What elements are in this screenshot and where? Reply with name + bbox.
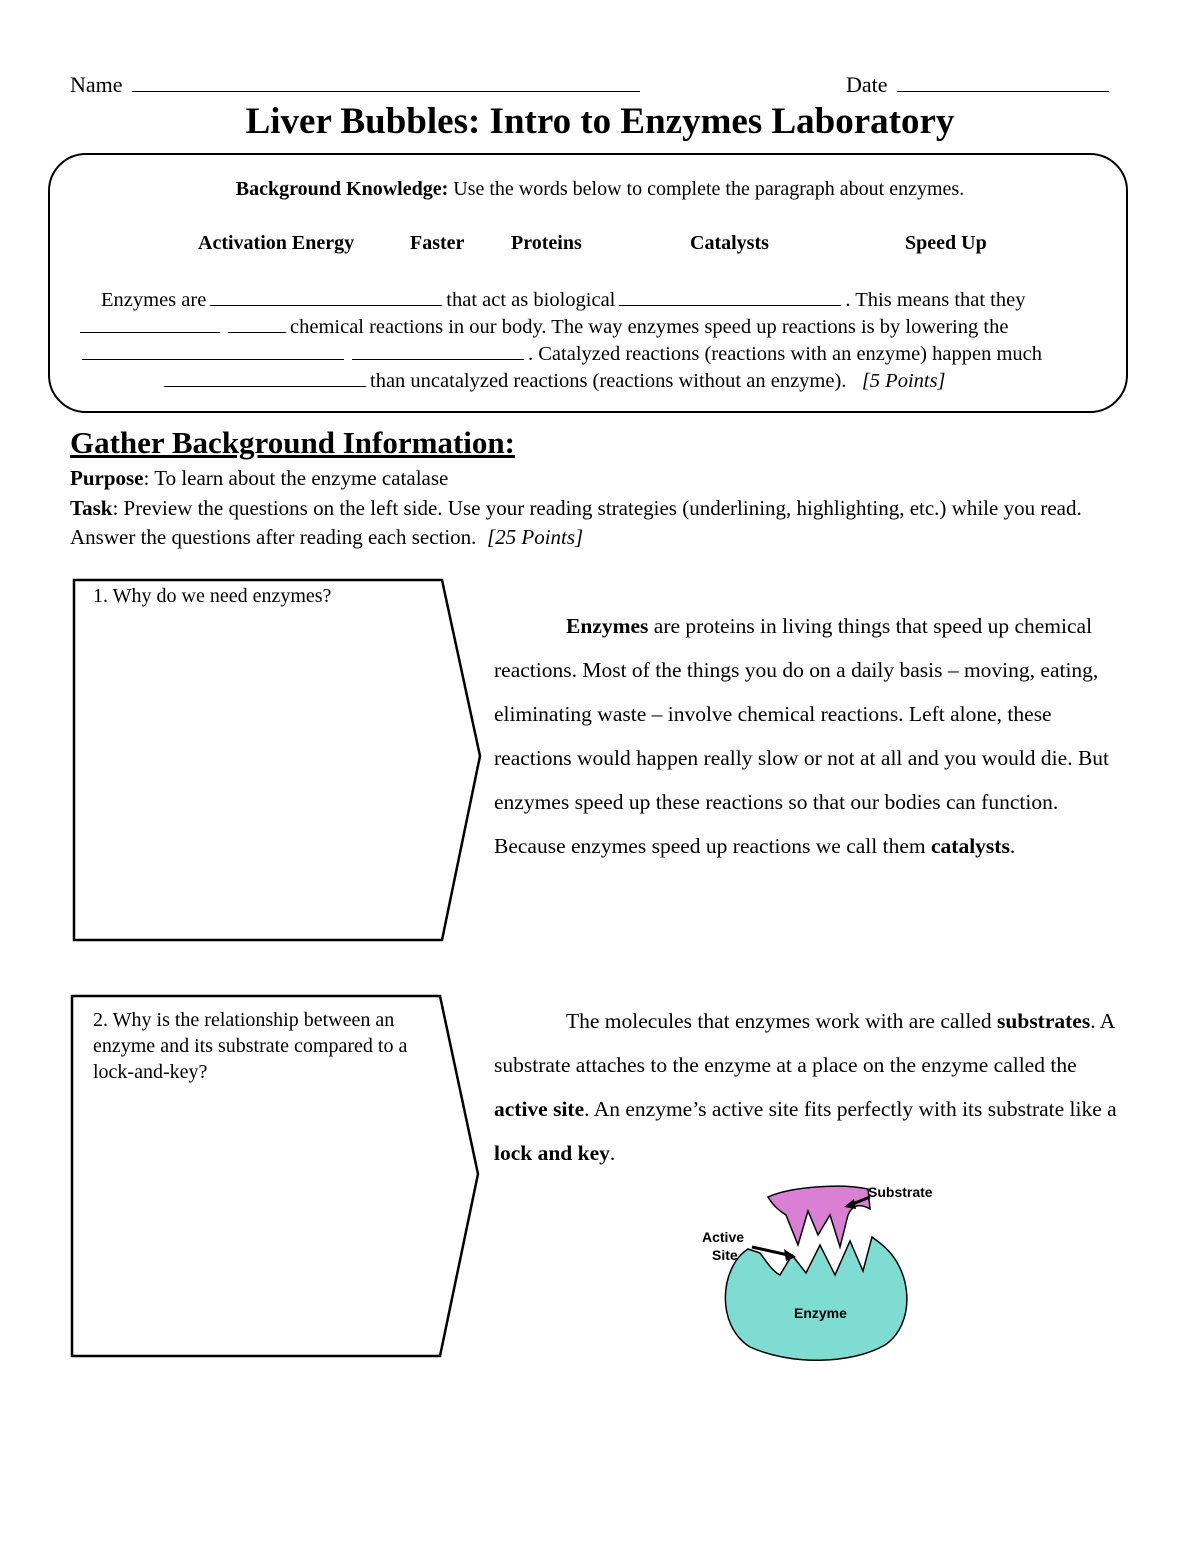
reading-1-end: . bbox=[1009, 834, 1016, 858]
name-label: Name bbox=[70, 72, 123, 97]
background-instruction bbox=[0, 178, 1200, 201]
paragraph-text: . This means that they bbox=[845, 289, 1026, 311]
points-label: [25 Points] bbox=[486, 525, 584, 549]
reading-2 bbox=[494, 999, 1134, 1175]
fill-blank[interactable] bbox=[228, 314, 286, 333]
reading-2-end: . bbox=[609, 1141, 616, 1165]
fill-blank[interactable] bbox=[210, 287, 442, 306]
reading-2-text: . A substrate attaches to the enzyme at a place on the enzyme called the bbox=[494, 1009, 1115, 1077]
paragraph-line-1 bbox=[101, 287, 1025, 312]
paragraph-line-2 bbox=[80, 314, 1008, 339]
reading-2-text: The molecules that enzymes work with are called bbox=[566, 1009, 998, 1033]
active-site-label: Site bbox=[712, 1247, 738, 1263]
page-title: Liver Bubbles: Intro to Enzymes Laboratory bbox=[245, 101, 955, 142]
term-enzymes: Enzymes bbox=[566, 614, 649, 638]
background-instruction-text: Use the words below to complete the paragraph about enzymes. bbox=[453, 178, 965, 200]
purpose-text: : To learn about the enzyme catalase bbox=[143, 466, 449, 490]
section-heading: Gather Background Information: bbox=[70, 425, 515, 460]
date-field[interactable] bbox=[846, 72, 1113, 98]
paragraph-text: . Catalyzed reactions (reactions with an enzyme) happen much bbox=[528, 343, 1043, 365]
task-label: Task bbox=[70, 496, 113, 520]
paragraph-line-4 bbox=[164, 368, 946, 393]
enzyme-shape bbox=[725, 1237, 907, 1360]
task-line bbox=[70, 494, 1130, 552]
paragraph-text: than uncatalyzed reactions (reactions without an enzyme). bbox=[370, 370, 847, 392]
term-substrates: substrates bbox=[997, 1009, 1091, 1033]
substrate-label: Substrate bbox=[868, 1184, 933, 1200]
fill-blank[interactable] bbox=[82, 341, 344, 360]
paragraph-text: Enzymes are bbox=[101, 289, 207, 311]
purpose-line bbox=[70, 466, 448, 491]
question-1-label: 1. Why do we need enzymes? bbox=[93, 585, 332, 607]
date-blank[interactable] bbox=[897, 73, 1109, 92]
term-lock-and-key: lock and key bbox=[494, 1141, 610, 1165]
fill-blank[interactable] bbox=[80, 314, 220, 333]
word-bank-item: Activation Energy bbox=[198, 232, 355, 254]
term-active-site: active site bbox=[494, 1097, 585, 1121]
lock-and-key-diagram bbox=[690, 1175, 960, 1365]
question-2-label: 2. Why is the relationship between an enzyme and its substrate compared to a lock-and-key? bbox=[93, 1009, 408, 1083]
active-site-label: Active bbox=[702, 1229, 745, 1245]
date-label: Date bbox=[846, 72, 888, 97]
paragraph-text: chemical reactions in our body. The way enzymes speed up reactions is by lowering the bbox=[290, 316, 1009, 338]
paragraph-line-3 bbox=[82, 341, 1042, 366]
reading-1-text: are proteins in living things that speed up chemical reactions. Most of the things you do on a daily basis – moving, eating, eliminating waste – involve chemical reactions. Left alone, these reactions would happen really slow or not at all and you would die. But enzymes speed up these reactions so that our bodies can function. Because enzymes speed up reactions we call them bbox=[494, 614, 1110, 858]
fill-blank[interactable] bbox=[352, 341, 524, 360]
background-label: Background Knowledge: bbox=[235, 178, 449, 200]
points-label: [5 Points] bbox=[861, 370, 946, 392]
name-blank[interactable] bbox=[132, 73, 640, 92]
enzyme-label: Enzyme bbox=[794, 1305, 847, 1321]
reading-1 bbox=[494, 604, 1128, 868]
word-bank-item: Proteins bbox=[511, 232, 582, 254]
purpose-label: Purpose bbox=[70, 466, 144, 490]
task-text: : Preview the questions on the left side. Use your reading strategies (underlining, highlighting, etc.) while you read. Answer the questions after reading each section. bbox=[70, 496, 1082, 549]
question-1-answer-box[interactable] bbox=[70, 576, 490, 946]
paragraph-text: that act as biological bbox=[446, 289, 616, 311]
reading-2-text: . An enzyme’s active site fits perfectly with its substrate like a bbox=[584, 1097, 1117, 1121]
fill-blank[interactable] bbox=[619, 287, 841, 306]
substrate-shape bbox=[768, 1186, 870, 1247]
name-field[interactable] bbox=[70, 72, 644, 98]
word-bank-item: Catalysts bbox=[690, 232, 769, 254]
fill-blank[interactable] bbox=[164, 368, 366, 387]
word-bank-item: Faster bbox=[410, 232, 465, 254]
term-catalysts: catalysts bbox=[931, 834, 1010, 858]
word-bank-item: Speed Up bbox=[905, 232, 987, 254]
